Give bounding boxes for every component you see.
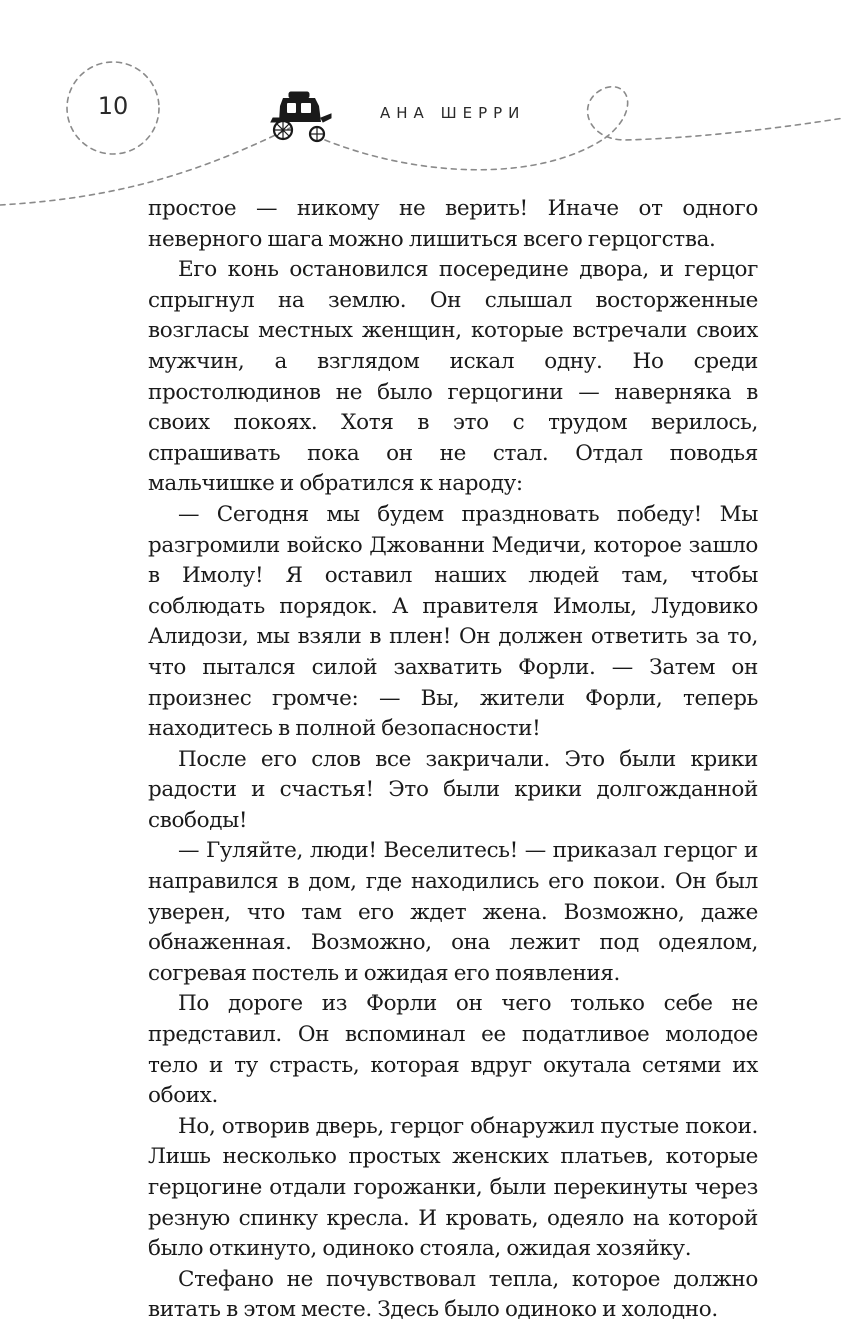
paragraph: Но, отворив дверь, герцог обнаружил пустые покои. Лишь несколько простых женских платьев, которые герцогине отдали горожанки, были перекинуты через резную спинку кресла. И кровать, одеяло на которой было откинуто, одиноко стояла, ожидая хозяйку. xyxy=(148,1113,758,1262)
page-number: 10 xyxy=(97,92,129,120)
carriage-icon xyxy=(265,88,335,144)
paragraph: Стефано не почувствовал тепла, которое должно витать в этом месте. Здесь было одиноко и холодно. xyxy=(148,1266,758,1323)
page-header xyxy=(0,0,844,220)
paragraph: — Гуляйте, люди! Веселитесь! — приказал герцог и направился в дом, где находились его покои. Он был уверен, что там его ждет жена. Возможно, даже обнаженная. Возможно, она лежит под одеялом, согревая постель и ожидая его появления. xyxy=(148,838,758,986)
book-author: АНА ШЕРРИ xyxy=(380,104,526,122)
paragraph: Его конь остановился посередине двора, и герцог спрыгнул на землю. Он слышал восторженные возгласы местных женщин, которые встречали своих мужчин, а взглядом искал одну. Но среди простолюдинов не было герцогини — наверняка в своих покоях. Хотя в это с трудом верилось, спрашивать пока он не стал. Отдал поводья мальчишке и обратился к народу: xyxy=(148,257,758,497)
paragraph: После его слов все закричали. Это были крики радости и счастья! Это были крики долгожданной свободы! xyxy=(148,746,758,833)
paragraph: простое — никому не верить! Иначе от одного неверного шага можно лишиться всего герцогства. xyxy=(148,196,758,252)
paragraph: По дороге из Форли он чего только себе не представил. Он вспоминал ее податливое молодое тело и ту страсть, которая вдруг окутала сетями их обоих. xyxy=(148,991,758,1109)
body-text xyxy=(148,194,758,1326)
paragraph: — Сегодня мы будем праздновать победу! Мы разгромили войско Джованни Медичи, которое зашло в Имолу! Я оставил наших людей там, чтобы соблюдать порядок. А правителя Имолы, Лудовико Алидози, мы взяли в плен! Он должен ответить за то, что пытался силой захватить Форли. — Затем он произнес громче: — Вы, жители Форли, теперь находитесь в полной безопасности! xyxy=(148,501,758,742)
